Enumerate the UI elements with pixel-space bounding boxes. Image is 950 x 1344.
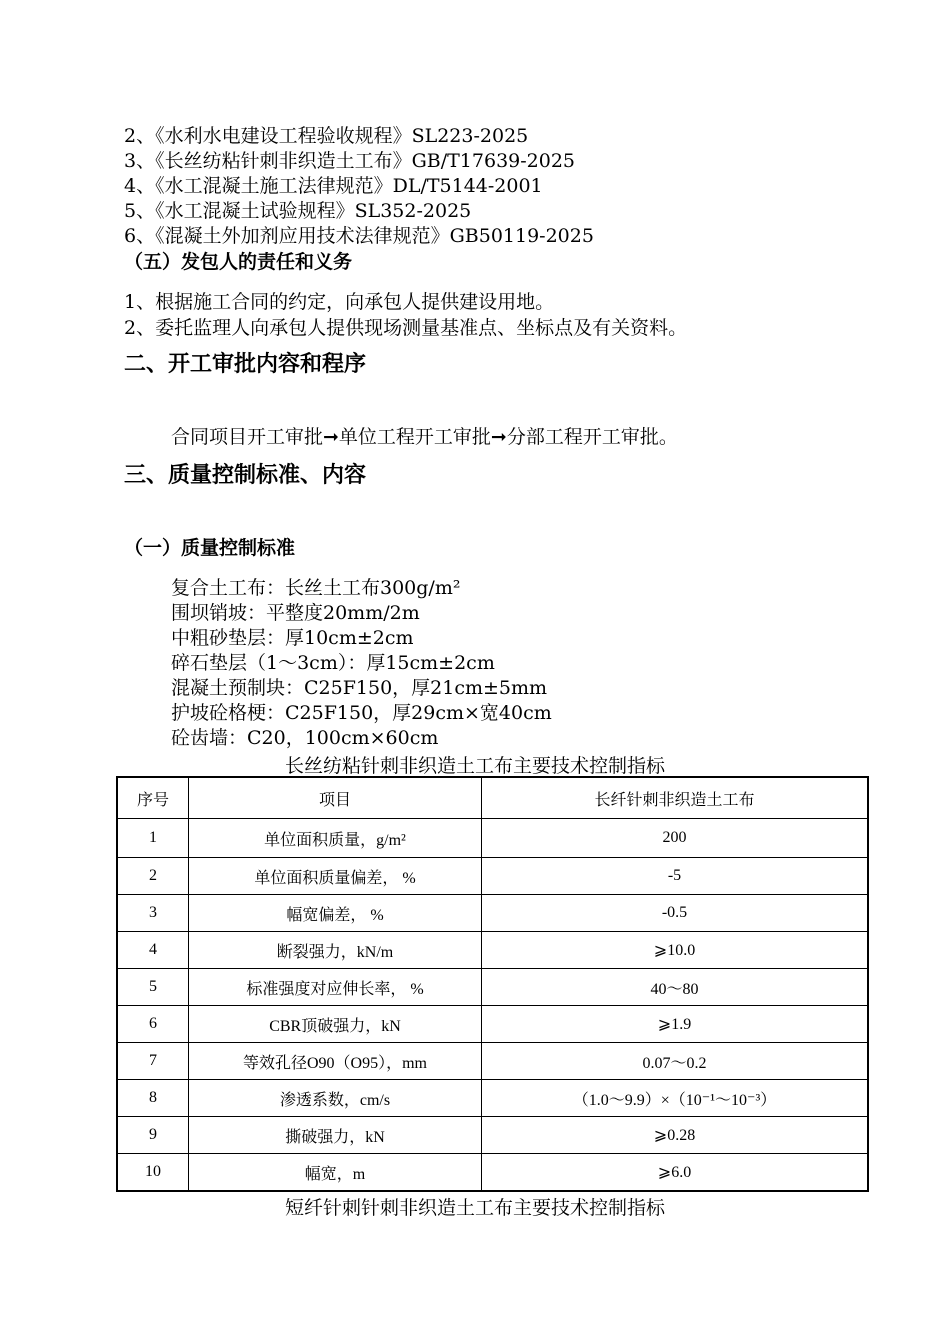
standard-item: 6、《混凝土外加剂应用技术法律规范》GB50119-2025 <box>124 225 594 247</box>
table-cell: ⩾10.0 <box>482 932 869 969</box>
section-heading: 三、质量控制标准、内容 <box>124 462 367 488</box>
section-heading: 二、开工审批内容和程序 <box>124 351 367 377</box>
table-cell: 7 <box>117 1043 189 1080</box>
subsection-heading: （一）质量控制标准 <box>124 537 296 559</box>
quality-item: 复合土工布：长丝土工布300g/m² <box>171 577 461 599</box>
table-cell: 40～80 <box>482 969 869 1006</box>
table-row <box>117 1117 868 1154</box>
quality-item: 混凝土预制块：C25F150，厚21cm±5mm <box>171 677 548 699</box>
standard-item: 4、《水工混凝土施工法律规范》DL/T5144-2001 <box>124 175 543 197</box>
table-cell: -0.5 <box>482 895 869 932</box>
table-cell: 2 <box>117 858 189 895</box>
column-header: 项目 <box>189 777 482 819</box>
table-row <box>117 969 868 1006</box>
paragraph: 2、委托监理人向承包人提供现场测量基准点、坐标点及有关资料。 <box>124 317 688 339</box>
table-header-row <box>117 777 868 819</box>
table-row <box>117 858 868 895</box>
table-cell: 渗透系数，cm/s <box>189 1080 482 1117</box>
quality-item: 碎石垫层（1～3cm）：厚15cm±2cm <box>171 652 495 674</box>
table-cell: CBR顶破强力，kN <box>189 1006 482 1043</box>
table-cell: 等效孔径O90（O95），mm <box>189 1043 482 1080</box>
table-caption: 短纤针刺针刺非织造土工布主要技术控制指标 <box>284 1197 665 1219</box>
table-row <box>117 819 868 858</box>
table-cell: 标准强度对应伸长率， % <box>189 969 482 1006</box>
table-row <box>117 1080 868 1117</box>
table-cell: ⩾6.0 <box>482 1154 869 1192</box>
table-cell: 8 <box>117 1080 189 1117</box>
table-cell: 单位面积质量，g/m² <box>189 819 482 858</box>
column-header: 序号 <box>117 777 189 819</box>
table-cell: 单位面积质量偏差， % <box>189 858 482 895</box>
quality-item: 中粗砂垫层：厚10cm±2cm <box>171 627 414 649</box>
table-row <box>117 895 868 932</box>
table-caption: 长丝纺粘针刺非织造土工布主要技术控制指标 <box>284 755 665 777</box>
table-row <box>117 1043 868 1080</box>
table-row <box>117 1006 868 1043</box>
table-cell: 撕破强力，kN <box>189 1117 482 1154</box>
table-cell: 200 <box>482 819 869 858</box>
table-cell: （1.0～9.9）×（10⁻¹～10⁻³） <box>482 1080 869 1117</box>
table-cell: 9 <box>117 1117 189 1154</box>
table-cell: 4 <box>117 932 189 969</box>
paragraph: 1、根据施工合同的约定，向承包人提供建设用地。 <box>124 291 555 313</box>
table-cell: ⩾1.9 <box>482 1006 869 1043</box>
column-header: 长纤针刺非织造土工布 <box>482 777 869 819</box>
table-cell: 6 <box>117 1006 189 1043</box>
table-cell: 幅宽，m <box>189 1154 482 1192</box>
standard-item: 3、《长丝纺粘针刺非织造土工布》GB/T17639-2025 <box>124 150 576 172</box>
table-row <box>117 932 868 969</box>
spec-table <box>116 776 869 1192</box>
table-cell: ⩾0.28 <box>482 1117 869 1154</box>
table-cell: 1 <box>117 819 189 858</box>
quality-item: 围坝销坡：平整度20mm/2m <box>171 602 420 624</box>
quality-item: 护坡砼格梗：C25F150，厚29cm×宽40cm <box>171 702 552 724</box>
table-cell: 断裂强力，kN/m <box>189 932 482 969</box>
quality-item: 砼齿墙：C20，100cm×60cm <box>171 727 439 749</box>
paragraph: 合同项目开工审批➞单位工程开工审批➞分部工程开工审批。 <box>171 426 678 448</box>
section-heading: （五）发包人的责任和义务 <box>124 251 353 273</box>
table-row <box>117 1154 868 1192</box>
table-cell: 幅宽偏差， % <box>189 895 482 932</box>
standard-item: 2、《水利水电建设工程验收规程》SL223-2025 <box>124 125 529 147</box>
table-cell: 0.07～0.2 <box>482 1043 869 1080</box>
table-cell: 5 <box>117 969 189 1006</box>
table-cell: 3 <box>117 895 189 932</box>
table-cell: 10 <box>117 1154 189 1192</box>
standard-item: 5、《水工混凝土试验规程》SL352-2025 <box>124 200 472 222</box>
table-cell: -5 <box>482 858 869 895</box>
